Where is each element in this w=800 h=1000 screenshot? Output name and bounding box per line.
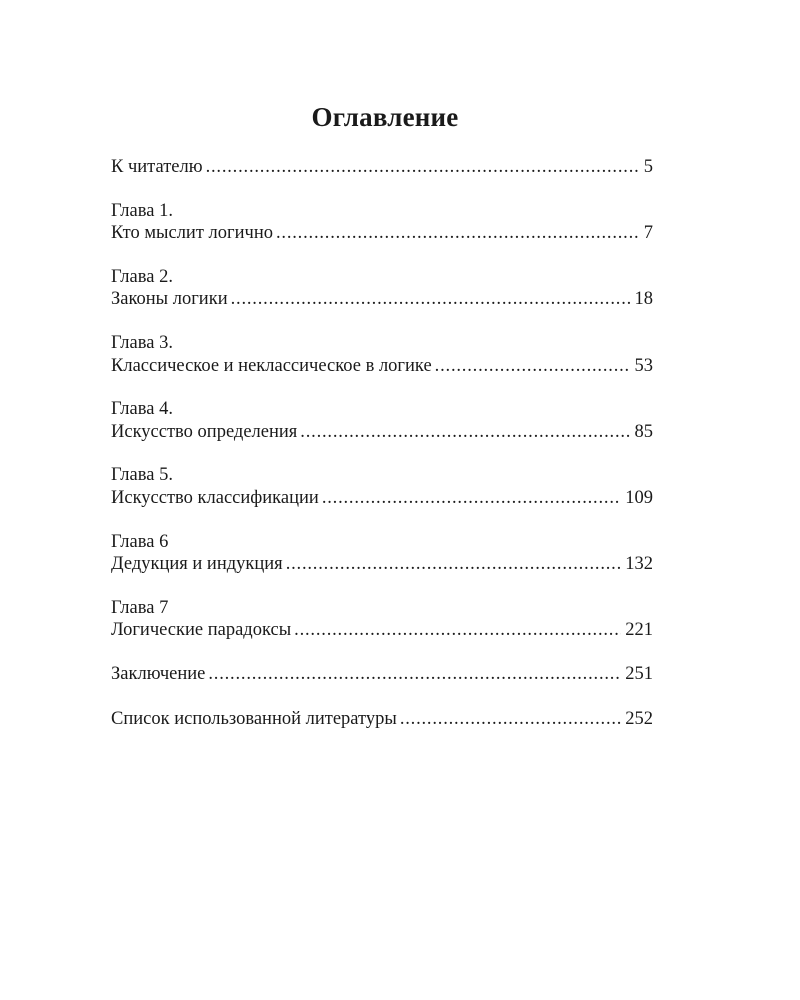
toc-entry-title: Законы логики	[111, 289, 228, 310]
toc-entry-chapter-5	[111, 464, 653, 509]
table-of-contents	[111, 156, 653, 730]
toc-entry-title: Искусство определения	[111, 421, 298, 442]
toc-entry-title: Логические парадоксы	[111, 620, 292, 641]
toc-chapter-label: Глава 7	[111, 597, 169, 618]
toc-entry-conclusion	[111, 663, 653, 686]
toc-chapter-label: Глава 1.	[111, 200, 173, 221]
toc-line	[111, 708, 653, 731]
toc-line	[111, 355, 653, 378]
toc-entry-title: Список использованной литературы	[111, 708, 397, 729]
toc-entry-chapter-2	[111, 266, 653, 311]
dot-leader	[294, 619, 621, 642]
toc-entry-title: Дедукция и индукция	[111, 554, 283, 575]
toc-entry-title: К читателю	[111, 157, 203, 177]
toc-chapter-label: Глава 4.	[111, 399, 173, 420]
toc-page-number: 109	[625, 487, 653, 508]
toc-page-number: 132	[625, 554, 653, 575]
toc-line	[111, 421, 653, 444]
toc-page-number: 221	[625, 620, 653, 641]
toc-chapter-label: Глава 2.	[111, 266, 173, 287]
toc-entry-title: Кто мыслит логично	[111, 223, 273, 244]
toc-page-number: 252	[625, 708, 653, 729]
toc-page-number: 251	[625, 663, 653, 684]
toc-page-number: 5	[643, 157, 653, 177]
toc-line	[111, 222, 653, 245]
dot-leader	[286, 553, 622, 576]
toc-chapter-label: Глава 5.	[111, 465, 173, 486]
toc-line	[111, 553, 653, 576]
toc-entry-chapter-6	[111, 531, 653, 576]
toc-line	[111, 156, 653, 179]
toc-line	[111, 487, 653, 510]
dot-leader	[276, 222, 640, 245]
toc-page-number: 53	[634, 355, 653, 376]
toc-entry-chapter-3	[111, 332, 653, 377]
toc-entry-chapter-7	[111, 597, 653, 642]
toc-entry-chapter-4	[111, 398, 653, 443]
dot-leader	[231, 288, 631, 311]
dot-leader	[435, 355, 631, 378]
toc-page-number: 85	[634, 421, 653, 442]
toc-chapter-label: Глава 6	[111, 531, 169, 552]
dot-leader	[208, 663, 621, 686]
toc-entry-title: Классическое и неклассическое в логике	[111, 355, 432, 376]
toc-entry-title: Искусство классификации	[111, 487, 319, 508]
toc-entry-bibliography	[111, 708, 653, 731]
toc-entry-chapter-1	[111, 200, 653, 245]
toc-chapter-label: Глава 3.	[111, 332, 173, 353]
toc-entry-title: Заключение	[111, 663, 206, 684]
dot-leader	[400, 708, 621, 731]
toc-line	[111, 288, 653, 311]
toc-page-number: 18	[634, 289, 653, 310]
toc-line	[111, 663, 653, 686]
dot-leader	[300, 421, 630, 444]
toc-page-number: 7	[643, 223, 653, 244]
dot-leader	[206, 156, 640, 179]
toc-entry-intro	[111, 156, 653, 179]
page-title: Оглавление	[311, 102, 459, 132]
dot-leader	[322, 487, 621, 510]
toc-line	[111, 619, 653, 642]
